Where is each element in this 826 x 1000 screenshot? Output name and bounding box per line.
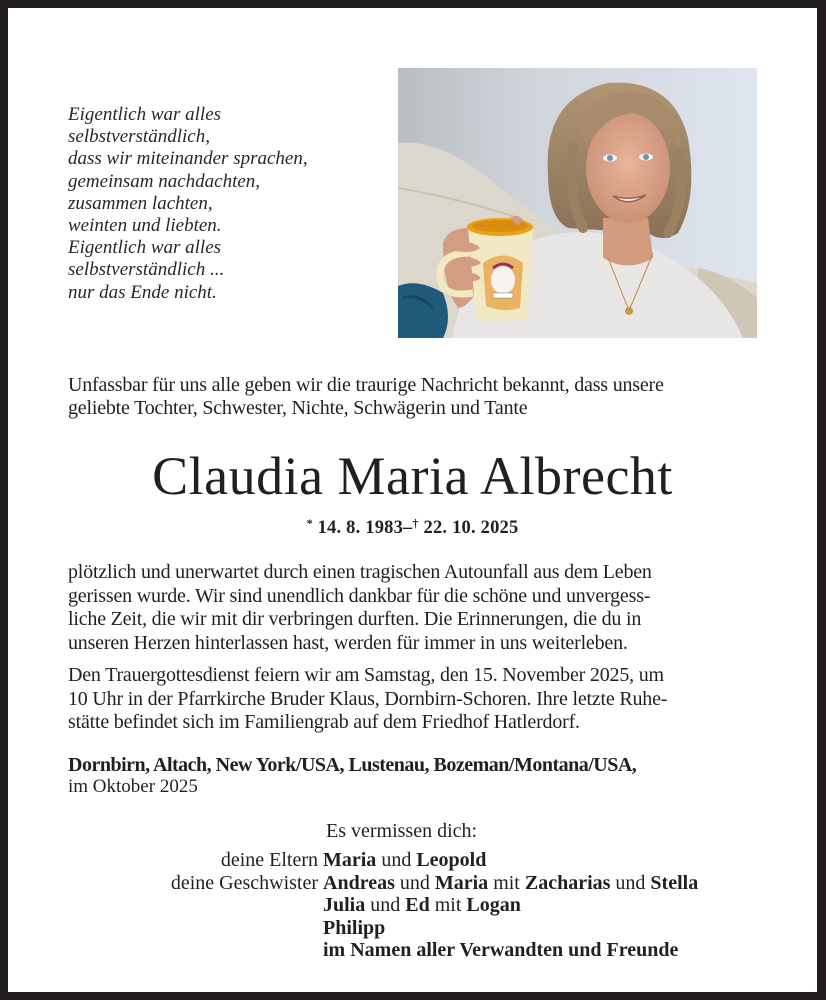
connector: und bbox=[610, 871, 651, 894]
body-line: stätte befindet sich im Familiengrab auf dem Friedhof Hatlerdorf. bbox=[68, 711, 580, 733]
mourner-label: deine Geschwister bbox=[170, 871, 318, 894]
mourner-row-julia bbox=[8, 894, 817, 917]
date-separator: – bbox=[403, 518, 413, 538]
notice-date: im Oktober 2025 bbox=[68, 776, 198, 797]
poem-line: zusammen lachten, bbox=[68, 192, 213, 214]
mourner-name: Julia bbox=[323, 894, 366, 916]
body-line: Den Trauergottesdienst feiern wir am Samstag, den 15. November 2025, um bbox=[68, 664, 664, 686]
mourner-name: Leopold bbox=[416, 849, 487, 871]
connector: mit bbox=[429, 894, 467, 916]
intro-line: Unfassbar für uns alle geben wir die traurige Nachricht bekannt, dass unsere bbox=[68, 374, 664, 396]
life-dates bbox=[8, 512, 817, 539]
connector: und bbox=[376, 849, 417, 871]
body-paragraph-2 bbox=[68, 664, 768, 735]
mourner-row-philipp bbox=[8, 917, 817, 940]
poem-line: gemeinsam nachdachten, bbox=[68, 170, 261, 192]
obituary-page bbox=[8, 8, 817, 992]
mourner-names bbox=[323, 849, 486, 872]
poem-line: nur das Ende nicht. bbox=[68, 281, 217, 303]
mourner-row-siblings bbox=[8, 872, 817, 895]
poem-line: weinten und liebten. bbox=[68, 215, 222, 237]
mourner-names bbox=[323, 917, 385, 940]
mourner-row-parents bbox=[8, 849, 817, 872]
mourner-name: Andreas bbox=[323, 871, 395, 894]
mourner-name: Ed bbox=[405, 894, 430, 916]
mourner-names bbox=[323, 872, 698, 895]
portrait-image bbox=[398, 68, 757, 338]
body-paragraph-1 bbox=[68, 561, 768, 655]
death-cross-icon: † bbox=[412, 516, 419, 530]
connector: und bbox=[365, 894, 406, 916]
mourner-row-relatives bbox=[8, 939, 817, 962]
mourners-list bbox=[8, 849, 817, 962]
places-and-date bbox=[68, 754, 768, 798]
mourner-names bbox=[323, 894, 521, 917]
poem-line: Eigentlich war alles bbox=[68, 104, 222, 125]
body-line: plötzlich und unerwartet durch einen tragischen Autounfall aus dem Leben bbox=[68, 561, 652, 583]
mourner-closing: im Namen aller Verwandten und Freunde bbox=[323, 939, 679, 961]
connector: mit bbox=[488, 871, 525, 894]
mourner-name: Philipp bbox=[323, 916, 386, 939]
intro-text bbox=[68, 374, 768, 420]
body-line: gerissen wurde. Wir sind unendlich dankbar für die schöne und unvergess- bbox=[68, 584, 651, 607]
mourner-name: Maria bbox=[323, 849, 377, 871]
death-date: 22. 10. 2025 bbox=[423, 518, 519, 538]
mourner-names bbox=[323, 939, 678, 962]
body-line: 10 Uhr in der Pfarrkirche Bruder Klaus, Dornbirn-Schoren. Ihre letzte Ruhe- bbox=[68, 687, 668, 710]
body-line: unseren Herzen hinterlassen hast, werden für immer in uns weiterleben. bbox=[68, 631, 628, 654]
birth-date: 14. 8. 1983 bbox=[317, 518, 404, 538]
deceased-name: Claudia Maria Albrecht bbox=[152, 446, 673, 506]
poem-line: Eigentlich war alles bbox=[68, 237, 222, 259]
poem bbox=[68, 104, 388, 304]
places-list: Dornbirn, Altach, New York/USA, Lustenau, Bozeman/Montana/USA, bbox=[68, 754, 637, 776]
poem-line: selbstverständlich, bbox=[68, 126, 210, 148]
body-line: liche Zeit, die wir mit dir verbringen durften. Die Erinnerungen, die du in bbox=[68, 608, 642, 630]
mourner-label: deine Eltern bbox=[220, 849, 318, 871]
intro-line: geliebte Tochter, Schwester, Nichte, Schwägerin und Tante bbox=[68, 397, 528, 419]
birth-star-icon: * bbox=[306, 516, 313, 530]
mourner-name: Stella bbox=[650, 871, 699, 894]
mourner-name: Zacharias bbox=[524, 871, 611, 894]
connector: und bbox=[394, 871, 435, 894]
portrait-photo bbox=[398, 68, 757, 338]
mourners-title: Es vermissen dich: bbox=[326, 820, 478, 842]
poem-line: dass wir miteinander sprachen, bbox=[68, 148, 308, 170]
mourner-name: Maria bbox=[434, 871, 489, 894]
poem-line: selbstverständlich ... bbox=[68, 259, 225, 281]
mourner-name: Logan bbox=[466, 894, 521, 916]
